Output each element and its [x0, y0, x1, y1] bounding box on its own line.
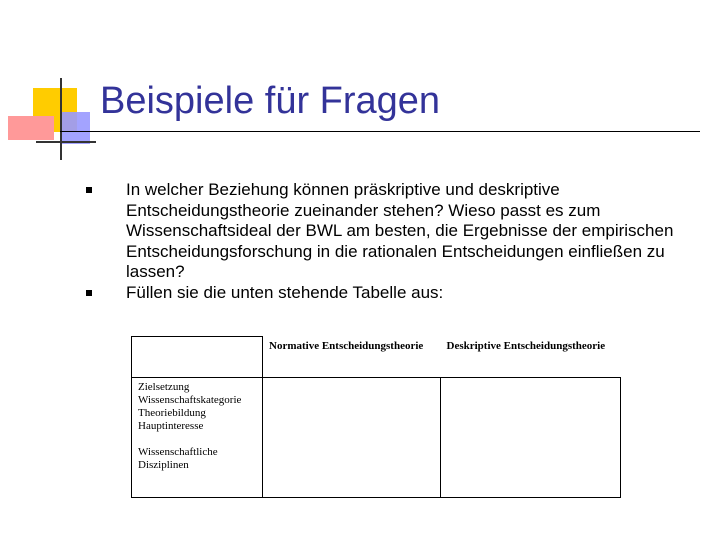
- title-divider: [60, 131, 700, 132]
- bullet-item: [86, 180, 686, 283]
- row-spacer: [138, 433, 256, 446]
- slide-template-logo: [0, 0, 100, 170]
- bullet-text: In welcher Beziehung können präskriptive und deskriptive Entscheidungstheorie zueinander stehen? Wieso passt es zum Wissenschaftsideal der BWL am besten, die Ergebnisse der empirischen Entscheidungsforschung in die rationalen Entscheidungen einfließen zu lassen?: [126, 180, 674, 281]
- table-header-corner: [132, 337, 263, 378]
- row-label-disziplinen: Wissenschaftliche Disziplinen: [138, 446, 218, 471]
- comparison-table: [131, 336, 621, 498]
- bullet-item: [86, 283, 686, 304]
- normative-answer-cell[interactable]: [263, 378, 441, 498]
- descriptive-answer-cell[interactable]: [441, 378, 621, 498]
- table-header-normative: Normative Entscheidungstheorie: [269, 339, 424, 352]
- row-label-theoriebildung: Theoriebildung: [138, 407, 206, 419]
- table-header-row: [132, 337, 621, 378]
- logo-red-bar: [8, 116, 54, 140]
- bullet-text: Füllen sie die unten stehende Tabelle aus:: [126, 282, 444, 302]
- table-row: [132, 378, 621, 498]
- row-labels-cell: [132, 378, 263, 498]
- logo-horizontal-line: [36, 141, 96, 143]
- square-bullet-icon: [86, 290, 92, 296]
- square-bullet-icon: [86, 187, 92, 193]
- row-label-wissenschaftskategorie: Wissenschaftskategorie: [138, 394, 242, 406]
- logo-blue-square: [60, 112, 90, 144]
- bullet-list: [86, 180, 686, 303]
- table-header-descriptive: Deskriptive Entscheidungstheorie: [446, 339, 606, 352]
- logo-vertical-line: [60, 78, 62, 160]
- slide-title: Beispiele für Fragen: [100, 80, 441, 122]
- row-label-zielsetzung: Zielsetzung: [138, 381, 190, 393]
- row-label-hauptinteresse: Hauptinteresse: [138, 420, 204, 432]
